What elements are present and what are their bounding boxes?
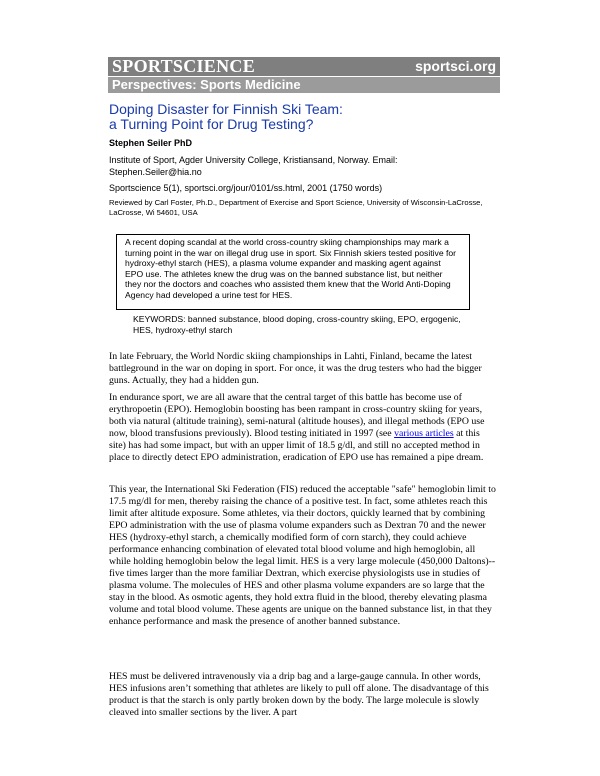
paragraph-2-text-end: at this site) has had some impact, but with an upper limit of 18.5 g/dl, and still no accepted method in place to directly detect EPO administration, eradication of EPO use has remained a pipe dream. [109, 428, 484, 463]
section-title: Perspectives: Sports Medicine [112, 77, 301, 92]
citation-line: Sportscience 5(1), sportsci.org/jour/0101/ss.html, 2001 (1750 words) [109, 183, 383, 193]
article-title [109, 102, 499, 132]
journal-banner [108, 57, 500, 76]
body-paragraph-1: In late February, the World Nordic skiing championships in Lahti, Finland, became the latest battleground in the war on doping in sport. For once, it was the drug testers who had the bigger guns. Actually, they had a hidden gun. [109, 351, 482, 386]
reviewer-note: Reviewed by Carl Foster, Ph.D., Department of Exercise and Sport Science, University of Wisconsin-LaCrosse, LaCrosse, Wi 54601, USA [109, 198, 483, 217]
keywords: KEYWORDS: banned substance, blood doping, cross-country skiing, EPO, ergogenic, HES, hydroxy-ethyl starch [133, 314, 461, 335]
article-title-line-1: Doping Disaster for Finnish Ski Team: [109, 101, 343, 117]
journal-name: SPORTSCIENCE [112, 56, 256, 76]
article-title-line-2: a Turning Point for Drug Testing? [109, 116, 314, 132]
journal-url[interactable]: sportsci.org [415, 58, 496, 74]
abstract-text: A recent doping scandal at the world cross-country skiing championships may mark a turning point in the war on illegal drug use in sport. Six Finnish skiers tested positive for hydroxy-ethyl starch (HES), a plasma volume expander and masking agent against EPO use. The athletes knew the drug was on the banned substance list, but neither they nor the doctors and coaches who assisted them knew that the World Anti-Doping Agency had developed a urine test for HES. [125, 237, 457, 300]
paragraph-2-text-start: In endurance sport, we are all aware that the central target of this battle has become use of erythropoetin (EPO). Hemoglobin boosting has been rampant in cross-country skiing for years, both via natural (altitude training), semi-natural (altitude houses), and illegal methods (EPO use now, blood transfusions previously). Blood testing initiated in 1997 (see [109, 392, 485, 439]
author-name: Stephen Seiler PhD [109, 138, 193, 148]
body-paragraph-2 [109, 392, 497, 464]
abstract-box [116, 234, 470, 310]
section-bar [108, 77, 500, 93]
body-paragraph-3: This year, the International Ski Federation (FIS) reduced the acceptable "safe" hemoglobin limit to 17.5 mg/dl for men, thereby raising the chance of a positive test. In fact, some athletes reach this limit after altitude exposure. Some athletes, via their doctors, quickly learned that by combining EPO administration with the use of plasma volume expanders such as Dextran 70 and the newer HES (hydroxy-ethyl starch, a chemically modified form of corn starch), they could achieve performance enhancing combination of elevated total blood volume and high hemoglobin, all while holding hemoglobin below the legal limit. HES is a very large molecule (450,000 Daltons)--five times larger than the more familiar Dextran, which exercise physiologists use in studies of plasma volume. The molecules of HES and other plasma volume expanders are so large that the stay in the blood. As osmotic agents, they hold extra fluid in the blood, thereby elevating plasma volume and total blood volume. These agents are unique on the banned substance list, in that they enhance performance and mask the presence of another banned substance. [109, 484, 496, 627]
body-paragraph-4: HES must be delivered intravenously via a drip bag and a large-gauge cannula. In other words, HES infusions aren’t something that athletes are likely to pull off alone. The disadvantage of this product is that the starch is only partly broken down by the body. The large molecule is slowly cleaved into smaller sections by the liver. A part [109, 671, 489, 718]
various-articles-link[interactable]: various articles [394, 428, 454, 439]
author-affiliation: Institute of Sport, Agder University College, Kristiansand, Norway. Email: Stephen.Seiler@hia.no [109, 155, 398, 177]
